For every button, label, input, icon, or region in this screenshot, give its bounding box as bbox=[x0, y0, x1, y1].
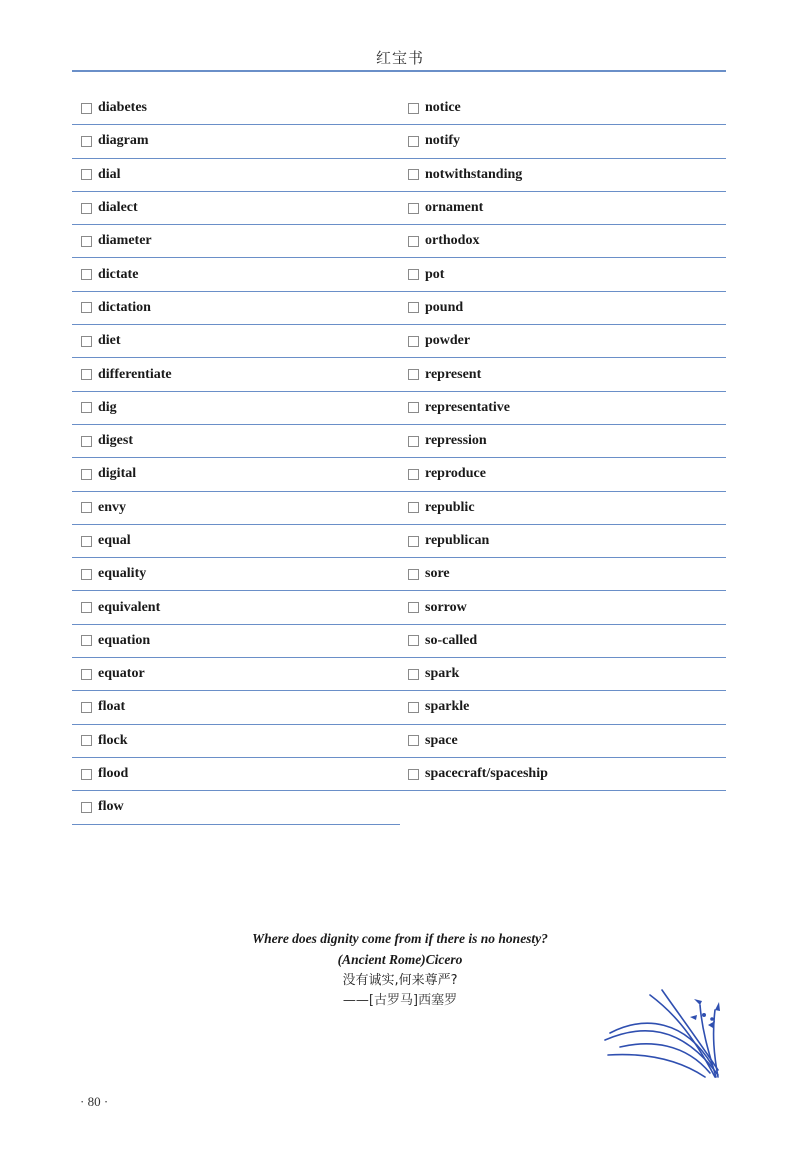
word-column-right bbox=[400, 92, 726, 791]
word-label: equivalent bbox=[98, 599, 161, 615]
checkbox-icon[interactable] bbox=[408, 436, 419, 447]
checkbox-icon[interactable] bbox=[408, 136, 419, 147]
word-row bbox=[72, 625, 400, 658]
checkbox-icon[interactable] bbox=[408, 402, 419, 413]
checkbox-icon[interactable] bbox=[81, 635, 92, 646]
word-label: notwithstanding bbox=[425, 166, 523, 182]
checkbox-icon[interactable] bbox=[81, 569, 92, 580]
word-label: reproduce bbox=[425, 466, 486, 482]
word-label: ornament bbox=[425, 200, 484, 216]
word-label: differentiate bbox=[98, 366, 172, 382]
orchid-illustration bbox=[600, 985, 730, 1080]
checkbox-icon[interactable] bbox=[408, 469, 419, 480]
word-row bbox=[72, 358, 400, 391]
checkbox-icon[interactable] bbox=[81, 103, 92, 114]
checkbox-icon[interactable] bbox=[81, 769, 92, 780]
checkbox-icon[interactable] bbox=[408, 602, 419, 613]
word-label: representative bbox=[425, 399, 511, 415]
word-label: spark bbox=[425, 666, 460, 682]
checkbox-icon[interactable] bbox=[81, 402, 92, 413]
word-label: diagram bbox=[98, 133, 149, 149]
word-label: republic bbox=[425, 499, 475, 515]
word-row bbox=[72, 458, 400, 491]
word-label: sorrow bbox=[425, 599, 467, 615]
word-label: equator bbox=[98, 666, 145, 682]
checkbox-icon[interactable] bbox=[81, 802, 92, 813]
word-label: flood bbox=[98, 766, 129, 782]
quote-attribution-cn: ——[古罗马]西塞罗 bbox=[342, 993, 458, 1008]
word-label: pound bbox=[425, 299, 464, 315]
checkbox-icon[interactable] bbox=[408, 369, 419, 380]
word-label: so-called bbox=[425, 632, 478, 648]
word-row bbox=[72, 125, 400, 158]
word-row bbox=[400, 258, 726, 291]
word-row bbox=[72, 558, 400, 591]
checkbox-icon[interactable] bbox=[81, 669, 92, 680]
word-row bbox=[72, 159, 400, 192]
checkbox-icon[interactable] bbox=[81, 536, 92, 547]
checkbox-icon[interactable] bbox=[408, 536, 419, 547]
checkbox-icon[interactable] bbox=[81, 369, 92, 380]
word-label: digital bbox=[98, 466, 137, 482]
word-label: flow bbox=[98, 799, 124, 815]
word-row bbox=[400, 691, 726, 724]
word-label: equality bbox=[98, 566, 147, 582]
word-label: equation bbox=[98, 632, 151, 648]
word-label: float bbox=[98, 699, 126, 715]
word-label: equal bbox=[98, 533, 131, 548]
checkbox-icon[interactable] bbox=[81, 236, 92, 247]
checkbox-icon[interactable] bbox=[408, 769, 419, 780]
checkbox-icon[interactable] bbox=[81, 469, 92, 480]
word-row bbox=[400, 92, 726, 125]
word-label: repression bbox=[425, 433, 487, 449]
quote-attribution-en: (Ancient Rome)Cicero bbox=[337, 952, 463, 967]
word-label: represent bbox=[425, 366, 482, 382]
word-label: dialect bbox=[98, 200, 138, 216]
word-label: envy bbox=[98, 499, 126, 515]
checkbox-icon[interactable] bbox=[408, 735, 419, 746]
checkbox-icon[interactable] bbox=[408, 236, 419, 247]
checkbox-icon[interactable] bbox=[408, 103, 419, 114]
word-row bbox=[400, 625, 726, 658]
checkbox-icon[interactable] bbox=[81, 602, 92, 613]
checkbox-icon[interactable] bbox=[408, 502, 419, 513]
checkbox-icon[interactable] bbox=[408, 203, 419, 214]
checkbox-icon[interactable] bbox=[81, 702, 92, 713]
word-row bbox=[72, 192, 400, 225]
word-label: orthodox bbox=[425, 233, 480, 249]
word-label: republican bbox=[425, 533, 490, 548]
checkbox-icon[interactable] bbox=[408, 302, 419, 313]
word-label: powder bbox=[425, 333, 471, 349]
word-row bbox=[400, 725, 726, 758]
word-row bbox=[400, 225, 726, 258]
word-row bbox=[400, 425, 726, 458]
quote-chinese: 没有诚实,何来尊严? bbox=[342, 973, 458, 988]
word-row bbox=[72, 658, 400, 691]
word-row bbox=[400, 492, 726, 525]
word-row bbox=[400, 591, 726, 624]
header-rule bbox=[72, 70, 726, 72]
word-row bbox=[400, 192, 726, 225]
word-label: diameter bbox=[98, 233, 152, 249]
page-number: · 80 · bbox=[80, 1094, 109, 1109]
word-row bbox=[72, 492, 400, 525]
checkbox-icon[interactable] bbox=[408, 569, 419, 580]
checkbox-icon[interactable] bbox=[408, 635, 419, 646]
checkbox-icon[interactable] bbox=[81, 302, 92, 313]
word-row bbox=[400, 758, 726, 791]
quote-english: Where does dignity come from if there is no honesty? bbox=[252, 931, 548, 946]
word-row bbox=[72, 258, 400, 291]
word-row bbox=[72, 591, 400, 624]
word-row bbox=[72, 225, 400, 258]
word-row bbox=[400, 292, 726, 325]
word-label: space bbox=[425, 732, 458, 748]
word-row bbox=[72, 292, 400, 325]
word-label: notice bbox=[425, 100, 461, 116]
word-row bbox=[400, 658, 726, 691]
word-row bbox=[400, 325, 726, 358]
checkbox-icon[interactable] bbox=[81, 436, 92, 447]
word-row bbox=[72, 425, 400, 458]
word-label: sore bbox=[425, 566, 450, 582]
word-row bbox=[400, 458, 726, 491]
word-row bbox=[400, 125, 726, 158]
word-row bbox=[400, 558, 726, 591]
checkbox-icon[interactable] bbox=[408, 336, 419, 347]
checkbox-icon[interactable] bbox=[408, 169, 419, 180]
word-label: diabetes bbox=[98, 100, 147, 116]
word-row bbox=[72, 758, 400, 791]
checkbox-icon[interactable] bbox=[81, 169, 92, 180]
word-row bbox=[72, 392, 400, 425]
checkbox-icon[interactable] bbox=[408, 702, 419, 713]
word-label: flock bbox=[98, 732, 128, 748]
checkbox-icon[interactable] bbox=[81, 203, 92, 214]
checkbox-icon[interactable] bbox=[408, 669, 419, 680]
checkbox-icon[interactable] bbox=[81, 269, 92, 280]
word-row bbox=[400, 392, 726, 425]
word-row bbox=[72, 92, 400, 125]
word-label: sparkle bbox=[425, 699, 470, 715]
word-row bbox=[72, 791, 400, 824]
checkbox-icon[interactable] bbox=[81, 502, 92, 513]
checkbox-icon[interactable] bbox=[81, 336, 92, 347]
word-label: spacecraft/spaceship bbox=[425, 766, 548, 782]
word-label: diet bbox=[98, 333, 121, 349]
word-row bbox=[72, 725, 400, 758]
word-row bbox=[72, 525, 400, 558]
checkbox-icon[interactable] bbox=[408, 269, 419, 280]
word-label: pot bbox=[425, 266, 445, 282]
word-label: dig bbox=[98, 399, 117, 415]
word-row bbox=[400, 525, 726, 558]
word-label: dictate bbox=[98, 266, 139, 282]
word-column-left bbox=[72, 92, 400, 825]
checkbox-icon[interactable] bbox=[81, 735, 92, 746]
word-row bbox=[400, 159, 726, 192]
word-label: notify bbox=[425, 133, 460, 149]
checkbox-icon[interactable] bbox=[81, 136, 92, 147]
word-row bbox=[72, 325, 400, 358]
word-row bbox=[72, 691, 400, 724]
page-header: 红宝书 bbox=[375, 49, 424, 67]
word-label: digest bbox=[98, 433, 133, 449]
word-label: dial bbox=[98, 166, 121, 182]
word-label: dictation bbox=[98, 299, 151, 315]
word-row bbox=[400, 358, 726, 391]
